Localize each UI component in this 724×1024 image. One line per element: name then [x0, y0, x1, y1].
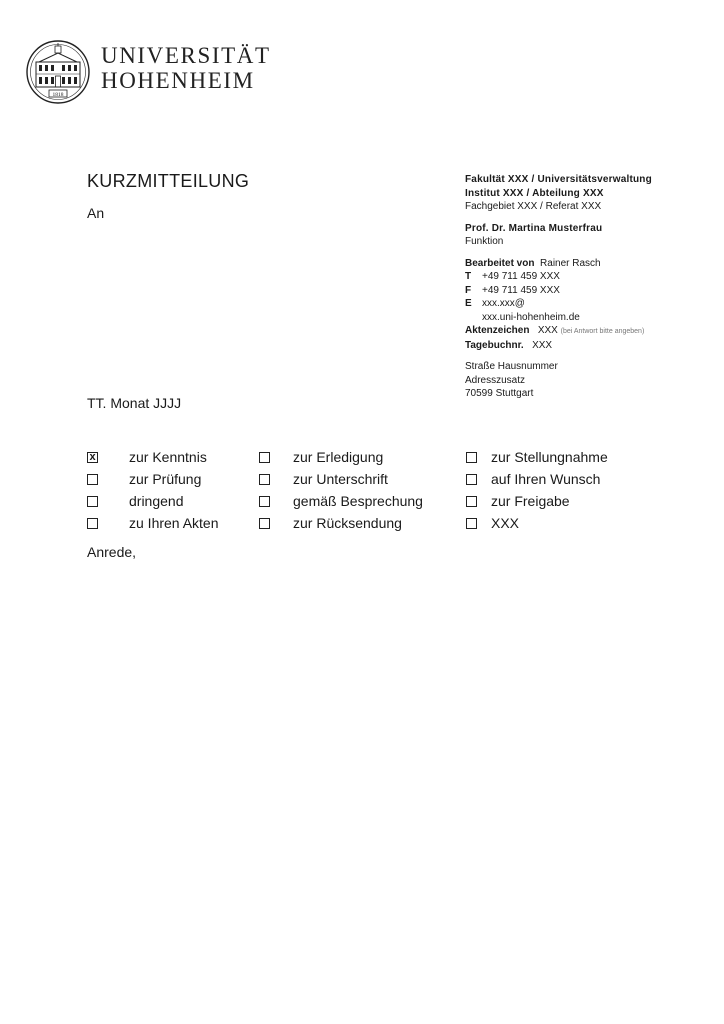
sender-institute: Institut XXX / Abteilung XXX [465, 187, 604, 199]
checkbox-label-zur-kenntnis: zur Kenntnis [129, 449, 207, 465]
checkbox-box-gemaess-besprechung[interactable] [259, 496, 270, 507]
email-value-1: xxx.xxx@ [482, 298, 525, 309]
checkbox-label-dringend: dringend [129, 493, 184, 509]
file-number-note: (bei Antwort bitte angeben) [560, 328, 645, 335]
email-row [465, 297, 652, 311]
university-logo [26, 40, 276, 104]
email-row-2 [465, 311, 652, 325]
checkbox-box-zur-freigabe[interactable] [466, 496, 477, 507]
email-value-2: xxx.uni-hohenheim.de [482, 311, 580, 323]
checkbox-row [87, 449, 647, 471]
checkbox-box-zur-pruefung[interactable] [87, 474, 98, 485]
checkbox-label-zur-unterschrift: zur Unterschrift [293, 471, 388, 487]
checkbox-label-gemaess-besprechung: gemäß Besprechung [293, 493, 423, 509]
logo-year: 1818 [52, 92, 64, 98]
recipient-label: An [87, 205, 105, 221]
checkbox-row [87, 493, 647, 515]
checkbox-box-zur-unterschrift[interactable] [259, 474, 270, 485]
fax-label: F [465, 284, 472, 296]
checkbox-box-dringend[interactable] [87, 496, 98, 507]
checkbox-label-zur-ruecksendung: zur Rücksendung [293, 515, 402, 531]
checkbox-row [87, 471, 647, 493]
email-label: E [465, 298, 472, 309]
checkbox-box-xxx[interactable] [466, 518, 477, 529]
salutation: Anrede, [87, 544, 137, 560]
checkbox-box-auf-ihren-wunsch[interactable] [466, 474, 477, 485]
checkbox-box-zur-ruecksendung[interactable] [259, 518, 270, 529]
checkbox-box-zur-erledigung[interactable] [259, 452, 270, 463]
checkbox-label-auf-ihren-wunsch: auf Ihren Wunsch [491, 471, 601, 487]
file-number-label: Aktenzeichen [465, 325, 530, 336]
journal-number-row [465, 339, 652, 353]
address-extra: Adresszusatz [465, 374, 526, 386]
fax-row [465, 284, 652, 298]
checkbox-label-zur-stellungnahme: zur Stellungnahme [491, 449, 608, 465]
logo-line-1: UNIVERSITÄT [101, 43, 271, 68]
address-city: 70599 Stuttgart [465, 388, 534, 399]
checkbox-grid [87, 449, 647, 537]
phone-label: T [465, 271, 472, 282]
phone-value: +49 711 459 XXX [482, 271, 560, 282]
file-number-row [465, 324, 652, 339]
fax-value: +49 711 459 XXX [482, 284, 560, 296]
file-number-value: XXX [537, 325, 558, 336]
document-title: KURZMITTEILUNG [87, 171, 250, 191]
logo-wordmark [101, 43, 271, 93]
journal-number-value: XXX [532, 339, 553, 351]
checkbox-label-zur-pruefung: zur Prüfung [129, 471, 202, 487]
handled-by-value: Rainer Rasch [540, 257, 601, 269]
sender-block [465, 173, 652, 401]
document-date: TT. Monat JJJJ [87, 395, 182, 411]
address-street: Straße Hausnummer [465, 361, 558, 372]
logo-line-2: HOHENHEIM [101, 68, 255, 93]
university-seal-icon [26, 40, 90, 104]
sender-function: Funktion [465, 236, 504, 247]
checkbox-label-zur-erledigung: zur Erledigung [293, 449, 384, 465]
checkbox-label-xxx: XXX [491, 515, 520, 531]
checkbox-box-zur-kenntnis[interactable]: x [87, 452, 98, 463]
handled-by-row [465, 257, 652, 271]
checkbox-box-zu-ihren-akten[interactable] [87, 518, 98, 529]
checkbox-box-zur-stellungnahme[interactable] [466, 452, 477, 463]
phone-row [465, 270, 652, 284]
sender-department: Fachgebiet XXX / Referat XXX [465, 201, 602, 212]
handled-by-label: Bearbeitet von [465, 257, 535, 269]
checkbox-label-zu-ihren-akten: zu Ihren Akten [129, 515, 219, 531]
sender-faculty: Fakultät XXX / Universitätsverwaltung [465, 174, 652, 185]
checkbox-label-zur-freigabe: zur Freigabe [491, 493, 570, 509]
checkbox-row [87, 515, 647, 537]
sender-name: Prof. Dr. Martina Musterfrau [465, 222, 603, 234]
journal-number-label: Tagebuchnr. [465, 339, 524, 351]
